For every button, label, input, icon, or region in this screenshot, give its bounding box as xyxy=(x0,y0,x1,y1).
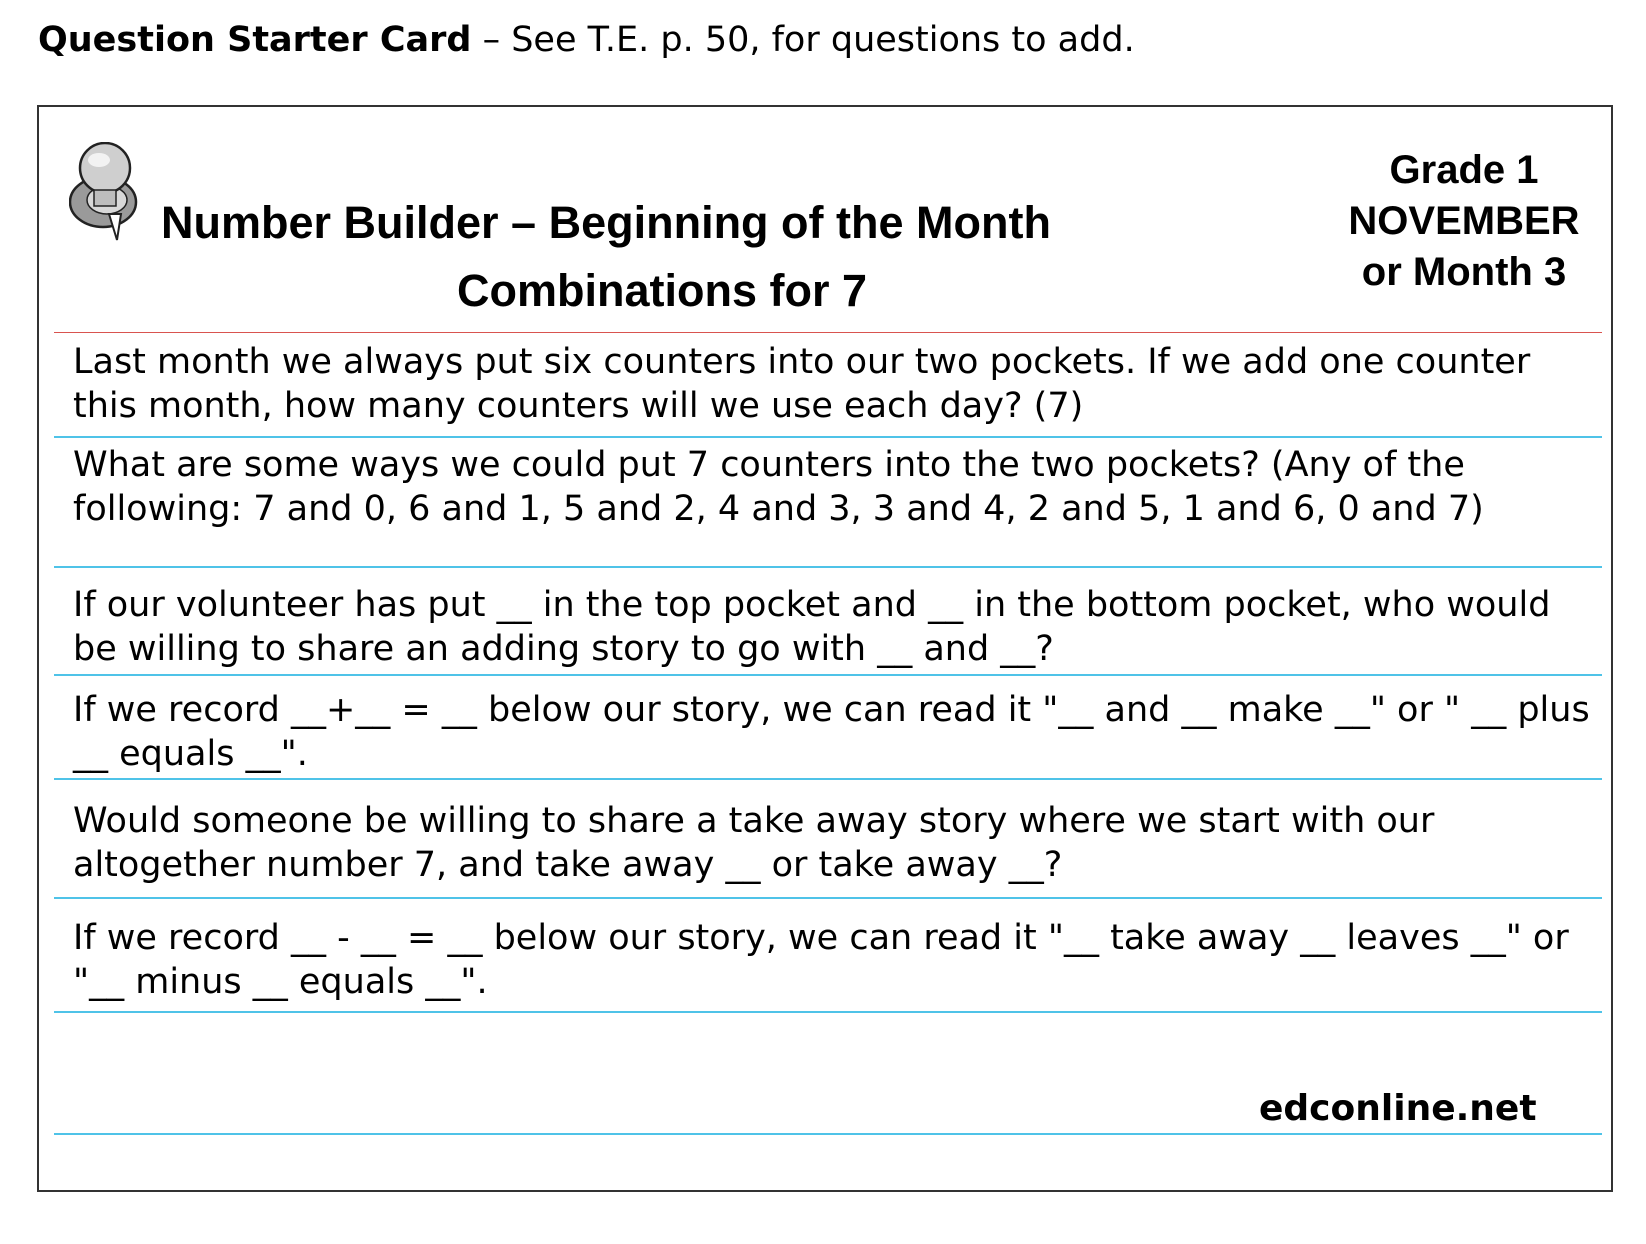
question-divider xyxy=(54,674,1602,676)
month-line: NOVEMBER xyxy=(1348,199,1580,243)
header-divider xyxy=(54,332,1602,333)
question-1: Last month we always put six counters into our two pockets. If we add one counter this month, how many counters will we use each day? (7) xyxy=(73,342,1531,426)
card-subtitle: Combinations for 7 xyxy=(457,265,868,316)
question-5: Would someone be willing to share a take away story where we start with our altogether number 7, and take away __ or take away __? xyxy=(73,801,1435,885)
question-divider xyxy=(54,778,1602,780)
website-label: edconline.net xyxy=(1259,1088,1537,1129)
question-6: If we record __ - __ = __ below our story, we can read it "__ take away __ leaves __" or "__ minus __ equals __". xyxy=(73,918,1569,1002)
card-heading-bold: Question Starter Card xyxy=(38,20,472,60)
question-divider xyxy=(54,436,1602,438)
grade-line: Grade 1 xyxy=(1389,148,1539,192)
card-heading-note: – See T.E. p. 50, for questions to add. xyxy=(471,20,1135,60)
question-card xyxy=(37,105,1613,1192)
question-divider xyxy=(54,897,1602,899)
question-2: What are some ways we could put 7 counters into the two pockets? (Any of the following: 7 and 0, 6 and 1, 5 and 2, 4 and 3, 3 and 4, 2 and 5, 1 and 6, 0 and 7) xyxy=(73,445,1484,529)
month-number-line: or Month 3 xyxy=(1361,250,1567,294)
question-divider xyxy=(54,566,1602,568)
card-heading xyxy=(38,14,1135,66)
pushpin-icon xyxy=(69,142,149,247)
card-title: Number Builder – Beginning of the Month xyxy=(161,197,1051,248)
question-divider xyxy=(54,1011,1602,1013)
question-4: If we record __+__ = __ below our story, we can read it "__ and __ make __" or " __ plus __ equals __". xyxy=(73,690,1590,774)
grade-month-label xyxy=(1314,145,1614,298)
question-3: If our volunteer has put __ in the top pocket and __ in the bottom pocket, who would be willing to share an adding story to go with __ and __? xyxy=(73,585,1551,669)
footer-divider xyxy=(54,1133,1602,1135)
